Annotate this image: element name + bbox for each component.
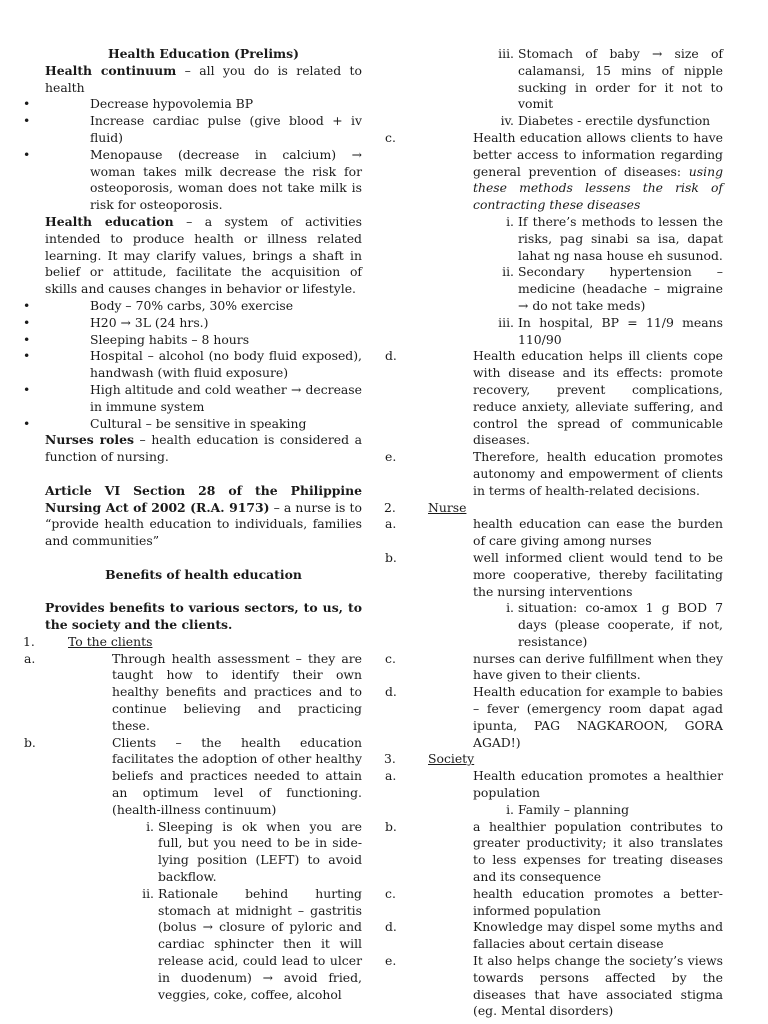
education-list (23, 297, 362, 432)
list-item: ii. Rationale behind hurting stomach at midnight – gastritis (bolus → closure of pyloric and cardiac sphincter then it will release acid, could lead to ulcer in duodenum) → avoid fried, veggies, coke, coffee, alcohol (142, 885, 362, 1002)
list-item: iii. Stomach of baby → size of calamansi, 15 mins of nipple sucking in order for it not to vomit (498, 46, 723, 112)
list-item: a. health education can ease the burden of care giving among nurses (385, 516, 723, 549)
list-item: b. a healthier population contributes to greater productivity; it also translates to less expenses for treating diseases and its consequence (385, 818, 723, 885)
list-item: d. Health education helps ill clients cope with disease and its effects: promote recovery, prevent complications, reduce anxiety, alleviate suffering, and control the spread of communicable diseases. (385, 348, 723, 448)
left-column (23, 46, 363, 1003)
bullet-marker: • (23, 314, 31, 330)
article-paragraph (45, 483, 362, 550)
bullet-marker: • (23, 96, 31, 112)
section-title: Nurse (428, 499, 467, 515)
list-item: • High altitude and cold weather → decrease in immune system (23, 381, 362, 414)
list-item: c. health education promotes a better-informed population (385, 885, 723, 918)
list-item: iii. In hospital, BP = 11/9 means 110/90 (498, 314, 723, 347)
section-clients: 1. To the clients (23, 633, 153, 649)
list-item: b. Clients – the health education facilitates the adoption of other healthy beliefs and practices needed to attain an optimum level of functioning. (health-illness continuum) (24, 734, 362, 817)
page-title: Health Education (Prelims) (107, 46, 300, 61)
list-item: a. Health education promotes a healthier population (385, 768, 723, 801)
section-society: 3. Society (384, 751, 475, 767)
list-item: • Sleeping habits – 8 hours (23, 331, 250, 347)
list-item: iv. Diabetes - erectile dysfunction (500, 113, 711, 129)
article-term: Article VI Section 28 of the Philippine Nursing Act of 2002 (R.A. 9173) (45, 482, 362, 515)
roles-term: Nurses roles (45, 432, 134, 448)
list-item: i. Sleeping is ok when you are full, but you need to be in side-lying position (LEFT) to avoid backflow. (146, 818, 362, 885)
list-item: i. situation: co-amox 1 g BOD 7 days (please cooperate, if not, resistance) (506, 600, 723, 649)
list-item: • Hospital – alcohol (no body fluid exposed), handwash (with fluid exposure) (23, 348, 362, 381)
list-item: • Decrease hypovolemia BP (23, 96, 254, 112)
bullet-marker: • (23, 146, 31, 162)
list-item: e. It also helps change the society’s views towards persons affected by the diseases that have associated stigma (eg. Mental disorders) (385, 953, 723, 1019)
list-item: • Body – 70% carbs, 30% exercise (23, 297, 294, 313)
provides-paragraph: Provides benefits to various sectors, to us, to the society and the clients. (45, 600, 362, 633)
benefits-heading: Benefits of health education (105, 566, 302, 582)
list-item: ii. Secondary hypertension – medicine (headache – migraine → do not take meds) (502, 264, 723, 313)
roles-paragraph (45, 432, 362, 466)
list-item: c. nurses can derive fulfillment when they have given to their clients. (385, 650, 723, 683)
list-item: a. Through health assessment – they are taught how to identify their own healthy benefits and practices and to continue believing and practicing these. (24, 650, 362, 733)
bullet-marker: • (23, 331, 31, 347)
education-term: Health education (45, 213, 174, 229)
list-item: d. Health education for example to babies – fever (emergency room dapat agad ipunta, PAG NAGKAROON, GORA AGAD!) (385, 684, 723, 750)
list-item: e. Therefore, health education promotes autonomy and empowerment of clients in terms of health-related decisions. (385, 449, 723, 498)
education-definition: – a system of activities intended to produce health or illness related learning. It may clarify values, brings a shaft in belief or attitude, facilitate the acquisition of skills and causes changes in behavior or lifestyle. (45, 213, 362, 297)
list-item: i. Family – planning (506, 801, 630, 817)
right-column (384, 46, 723, 1020)
article-definition: – a nurse is to “provide health education to individuals, families and communities” (45, 499, 362, 549)
list-item: • H20 → 3L (24 hrs.) (23, 314, 209, 330)
list-item: i. If there’s methods to lessen the risks, pag sinabi sa isa, dapat lahat ng nasa house eh susunod. (506, 213, 723, 263)
continuum-paragraph (45, 63, 362, 97)
bullet-marker: • (23, 113, 31, 129)
list-item: • Increase cardiac pulse (give blood + iv fluid) (23, 113, 362, 145)
list-item: c. Health education allows clients to have better access to information regarding general prevention of diseases: using these methods lessens the risk of contracting these diseases (385, 129, 723, 213)
bullet-marker: • (23, 297, 31, 313)
list-item: b. well informed client would tend to be more cooperative, thereby facilitating the nursing interventions (385, 549, 723, 599)
continuum-list (23, 96, 362, 214)
list-item: • Cultural – be sensitive in speaking (23, 415, 307, 431)
section-title: To the clients (68, 633, 153, 649)
bullet-marker: • (23, 415, 31, 431)
bullet-marker: • (23, 348, 31, 364)
continuum-term: Health continuum (45, 62, 177, 78)
continuum-definition: – all you do is related to health (45, 62, 362, 95)
section-title: Society (428, 751, 475, 767)
education-paragraph (45, 214, 362, 298)
list-item: • Menopause (decrease in calcium) → woman takes milk decrease the risk for osteoporosis, woman does not take milk is risk for osteoporosis. (23, 146, 362, 213)
section-nurse: 2. Nurse (384, 499, 467, 515)
bullet-marker: • (23, 381, 31, 397)
roles-definition: – health education is considered a function of nursing. (45, 432, 363, 465)
list-item: d. Knowledge may dispel some myths and fallacies about certain disease (385, 919, 723, 952)
